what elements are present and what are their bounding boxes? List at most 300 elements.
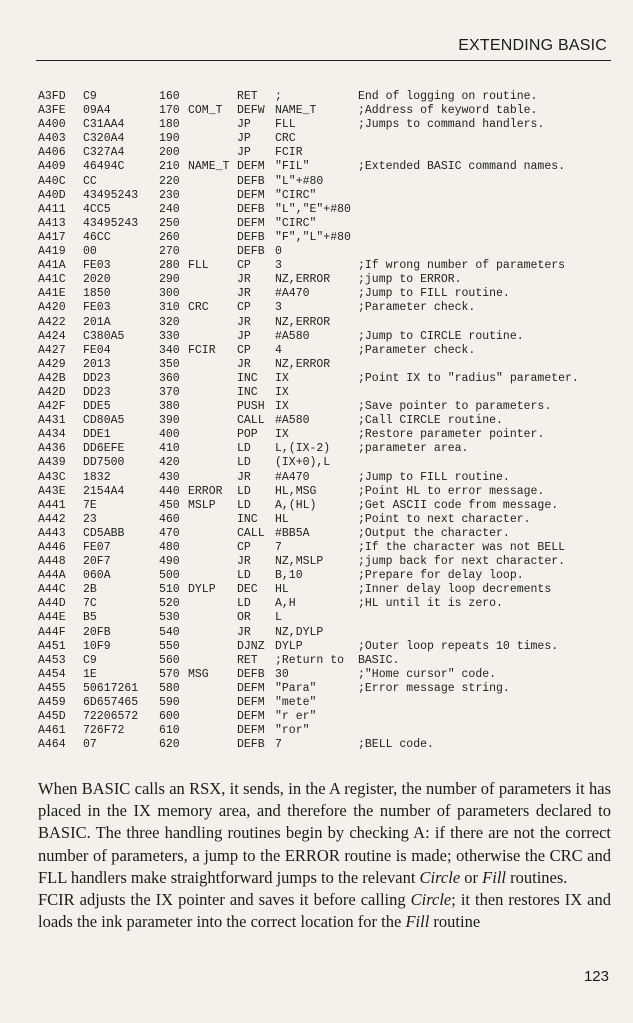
listing-operand: ;Return to — [275, 653, 345, 667]
listing-comment: ;Call CIRCLE routine. — [358, 414, 503, 428]
listing-operand: "r er" — [275, 710, 317, 724]
listing-hex: 2020 — [83, 273, 111, 287]
listing-hex: 00 — [83, 245, 97, 259]
listing-line-number: 360 — [159, 371, 180, 385]
listing-address: A413 — [38, 216, 66, 230]
listing-hex: DD7500 — [83, 456, 125, 470]
paragraph-text: routines. — [506, 867, 568, 887]
listing-operand: NZ,DYLP — [275, 625, 324, 639]
listing-address: A44C — [38, 583, 66, 597]
listing-row — [38, 499, 618, 513]
listing-address: A459 — [38, 696, 66, 710]
listing-opcode: LD — [237, 498, 251, 512]
header-title: EXTENDING BASIC — [458, 37, 607, 54]
listing-operand: L — [275, 611, 282, 625]
listing-address: A417 — [38, 230, 66, 244]
listing-operand: #A470 — [275, 470, 310, 484]
page-number: 123 — [583, 968, 609, 985]
listing-hex: 43495243 — [83, 216, 139, 230]
listing-operand: "ror" — [275, 724, 310, 738]
listing-hex: DD6EFE — [83, 442, 125, 456]
listing-opcode: INC — [237, 512, 258, 526]
listing-label: NAME_T — [188, 160, 230, 174]
listing-opcode: DEFM — [237, 216, 265, 230]
listing-line-number: 340 — [159, 343, 180, 357]
listing-address: A431 — [38, 414, 66, 428]
listing-row — [38, 471, 618, 485]
listing-address: A45D — [38, 710, 66, 724]
listing-address: A409 — [38, 160, 66, 174]
listing-hex: 10F9 — [83, 639, 111, 653]
emphasis-circle: Circle — [419, 867, 461, 887]
listing-hex: FE04 — [83, 343, 111, 357]
listing-address: A446 — [38, 541, 66, 554]
listing-operand: "mete" — [275, 696, 317, 710]
listing-comment: ;Point to next character. — [358, 512, 531, 526]
listing-opcode: LD — [237, 442, 251, 456]
listing-address: A461 — [38, 724, 66, 738]
listing-hex: 6D657465 — [83, 696, 139, 710]
listing-row — [38, 273, 618, 287]
listing-row — [38, 160, 618, 174]
listing-label: FLL — [188, 259, 209, 273]
listing-address: A422 — [38, 315, 66, 329]
listing-row — [38, 682, 618, 696]
listing-address: A434 — [38, 428, 66, 442]
listing-row — [38, 738, 618, 752]
listing-address: A454 — [38, 667, 66, 681]
listing-opcode: JR — [237, 555, 251, 569]
listing-address: A41A — [38, 259, 66, 273]
listing-row — [38, 724, 618, 738]
listing-address: A453 — [38, 653, 66, 667]
listing-line-number: 320 — [159, 315, 180, 329]
listing-hex: 4CC5 — [83, 202, 111, 216]
listing-address: A403 — [38, 132, 66, 146]
listing-line-number: 250 — [159, 216, 180, 230]
listing-opcode: JP — [237, 329, 251, 343]
listing-address: A43C — [38, 470, 66, 484]
listing-address: A419 — [38, 245, 66, 259]
listing-row — [38, 583, 618, 597]
listing-operand: L,(IX-2) — [275, 442, 331, 456]
listing-line-number: 370 — [159, 385, 180, 399]
listing-comment: ;Jump to CIRCLE routine. — [358, 329, 524, 343]
paragraph-text: routine — [429, 912, 481, 932]
listing-comment: ;Inner delay loop decrements — [358, 583, 552, 597]
listing-row — [38, 203, 618, 217]
listing-operand: "CIRC" — [275, 188, 317, 202]
listing-opcode: DEFM — [237, 710, 265, 724]
listing-hex: 2154A4 — [83, 484, 125, 498]
emphasis-fill: Fill — [405, 912, 430, 932]
listing-comment: ;Jump to FILL routine. — [358, 287, 510, 301]
listing-line-number: 290 — [159, 273, 180, 287]
listing-label: CRC — [188, 301, 209, 315]
listing-opcode: LD — [237, 484, 251, 498]
listing-line-number: 210 — [159, 160, 180, 174]
paragraph-text: When BASIC calls an RSX, it sends, in the A register, the number of parameters it has placed in the IX memory area, and therefore the number of parameters declared to BASIC. The three handling routines begin by checking A: if there are not the correct number of parameters, a jump to the ERROR routine is made; otherwise the CRC and FLL handlers make straightforward jumps to the relevant — [38, 779, 611, 887]
assembly-listing — [38, 90, 618, 752]
listing-hex: 46CC — [83, 230, 111, 244]
listing-operand: IX — [275, 371, 289, 385]
listing-row — [38, 626, 618, 640]
listing-address: A411 — [38, 202, 66, 216]
listing-line-number: 390 — [159, 414, 180, 428]
listing-comment: ;jump to ERROR. — [358, 273, 462, 287]
listing-row — [38, 555, 618, 569]
listing-row — [38, 386, 618, 400]
listing-line-number: 400 — [159, 428, 180, 442]
listing-comment: ;parameter area. — [358, 442, 469, 456]
listing-hex: CD5ABB — [83, 526, 125, 540]
listing-line-number: 620 — [159, 738, 180, 752]
listing-row — [38, 541, 618, 555]
listing-operand: IX — [275, 428, 289, 442]
listing-hex: DDE5 — [83, 400, 111, 414]
listing-line-number: 530 — [159, 611, 180, 625]
listing-operand: IX — [275, 385, 289, 399]
listing-opcode: DEFW — [237, 104, 265, 118]
listing-hex: 2013 — [83, 357, 111, 371]
listing-address: A464 — [38, 738, 66, 752]
listing-row — [38, 456, 618, 470]
listing-line-number: 500 — [159, 569, 180, 583]
listing-row — [38, 668, 618, 682]
listing-row — [38, 344, 618, 358]
listing-opcode: DJNZ — [237, 639, 265, 653]
listing-line-number: 450 — [159, 498, 180, 512]
listing-comment: ;Parameter check. — [358, 301, 476, 315]
listing-opcode: CALL — [237, 414, 265, 428]
listing-operand: ; — [275, 90, 282, 103]
listing-comment: ;Outer loop repeats 10 times. — [358, 639, 559, 653]
listing-row — [38, 654, 618, 668]
listing-address: A424 — [38, 329, 66, 343]
listing-address: A442 — [38, 512, 66, 526]
listing-line-number: 460 — [159, 512, 180, 526]
listing-hex: 201A — [83, 315, 111, 329]
listing-hex: FE03 — [83, 301, 111, 315]
emphasis-fill: Fill — [482, 867, 507, 887]
listing-row — [38, 118, 618, 132]
listing-row — [38, 640, 618, 654]
listing-operand: #A580 — [275, 329, 310, 343]
listing-hex: C31AA4 — [83, 118, 125, 132]
listing-hex: 1850 — [83, 287, 111, 301]
listing-opcode: JR — [237, 287, 251, 301]
listing-row — [38, 485, 618, 499]
listing-hex: DDE1 — [83, 428, 111, 442]
listing-comment: ;Extended BASIC command names. — [358, 160, 566, 174]
listing-operand: 3 — [275, 259, 282, 273]
listing-label: MSG — [188, 667, 209, 681]
listing-operand: DYLP — [275, 639, 303, 653]
listing-operand: CRC — [275, 132, 296, 146]
emphasis-circle: Circle — [410, 890, 452, 910]
listing-row — [38, 104, 618, 118]
listing-address: A44D — [38, 597, 66, 611]
listing-operand: "L"+#80 — [275, 174, 324, 188]
listing-comment: ;Restore parameter pointer. — [358, 428, 545, 442]
listing-row — [38, 316, 618, 330]
running-header — [36, 36, 611, 61]
listing-line-number: 610 — [159, 724, 180, 738]
listing-opcode: DEFM — [237, 160, 265, 174]
listing-opcode: DEFM — [237, 681, 265, 695]
listing-hex: CD80A5 — [83, 414, 125, 428]
listing-hex: C320A4 — [83, 132, 125, 146]
listing-opcode: RET — [237, 653, 258, 667]
listing-row — [38, 90, 618, 104]
listing-comment: ;If wrong number of parameters — [358, 259, 566, 273]
listing-operand: 4 — [275, 343, 282, 357]
listing-row — [38, 287, 618, 301]
paragraph — [38, 778, 611, 889]
listing-hex: FE07 — [83, 541, 111, 554]
listing-hex: 1832 — [83, 470, 111, 484]
listing-comment: ;Point IX to "radius" parameter. — [358, 371, 579, 385]
listing-line-number: 510 — [159, 583, 180, 597]
listing-operand: "FIL" — [275, 160, 310, 174]
listing-operand: NZ,ERROR — [275, 315, 331, 329]
listing-line-number: 170 — [159, 104, 180, 118]
listing-address: A443 — [38, 526, 66, 540]
listing-opcode: CP — [237, 541, 251, 554]
listing-operand: 30 — [275, 667, 289, 681]
listing-row — [38, 301, 618, 315]
listing-opcode: CP — [237, 343, 251, 357]
listing-line-number: 420 — [159, 456, 180, 470]
listing-operand: 3 — [275, 301, 282, 315]
listing-line-number: 200 — [159, 146, 180, 160]
listing-hex: 20F7 — [83, 555, 111, 569]
listing-address: A400 — [38, 118, 66, 132]
listing-operand: "F","L"+#80 — [275, 230, 351, 244]
listing-label: COM_T — [188, 104, 223, 118]
listing-operand: "L","E"+#80 — [275, 202, 351, 216]
listing-hex: 23 — [83, 512, 97, 526]
listing-opcode: DEFM — [237, 696, 265, 710]
listing-line-number: 590 — [159, 696, 180, 710]
listing-hex: 46494C — [83, 160, 125, 174]
listing-line-number: 300 — [159, 287, 180, 301]
listing-opcode: LD — [237, 569, 251, 583]
listing-address: A42D — [38, 385, 66, 399]
listing-row — [38, 231, 618, 245]
listing-opcode: DEC — [237, 583, 258, 597]
listing-row — [38, 259, 618, 273]
listing-line-number: 180 — [159, 118, 180, 132]
listing-opcode: DEFB — [237, 667, 265, 681]
listing-opcode: DEFM — [237, 188, 265, 202]
listing-line-number: 330 — [159, 329, 180, 343]
listing-comment: ;Parameter check. — [358, 343, 476, 357]
listing-row — [38, 189, 618, 203]
listing-address: A44A — [38, 569, 66, 583]
listing-line-number: 570 — [159, 667, 180, 681]
listing-opcode: DEFB — [237, 230, 265, 244]
listing-hex: FE03 — [83, 259, 111, 273]
listing-label: FCIR — [188, 343, 216, 357]
listing-row — [38, 245, 618, 259]
listing-line-number: 230 — [159, 188, 180, 202]
listing-opcode: DEFB — [237, 738, 265, 752]
listing-operand: (IX+0),L — [275, 456, 331, 470]
listing-address: A44E — [38, 611, 66, 625]
listing-address: A3FE — [38, 104, 66, 118]
listing-operand: HL,MSG — [275, 484, 317, 498]
listing-operand: HL — [275, 583, 289, 597]
listing-opcode: JR — [237, 470, 251, 484]
listing-operand: "CIRC" — [275, 216, 317, 230]
listing-line-number: 280 — [159, 259, 180, 273]
listing-address: A3FD — [38, 90, 66, 103]
listing-operand: NZ,ERROR — [275, 273, 331, 287]
listing-hex: 7E — [83, 498, 97, 512]
listing-row — [38, 696, 618, 710]
listing-operand: NAME_T — [275, 104, 317, 118]
listing-comment: ;Error message string. — [358, 681, 510, 695]
listing-operand: B,10 — [275, 569, 303, 583]
listing-opcode: DEFB — [237, 245, 265, 259]
listing-line-number: 240 — [159, 202, 180, 216]
listing-label: DYLP — [188, 583, 216, 597]
listing-opcode: CALL — [237, 526, 265, 540]
listing-row — [38, 175, 618, 189]
listing-hex: CC — [83, 174, 97, 188]
listing-opcode: LD — [237, 597, 251, 611]
listing-operand: FLL — [275, 118, 296, 132]
listing-address: A427 — [38, 343, 66, 357]
listing-hex: C327A4 — [83, 146, 125, 160]
listing-opcode: JR — [237, 357, 251, 371]
listing-opcode: INC — [237, 385, 258, 399]
listing-line-number: 470 — [159, 526, 180, 540]
listing-hex: C380A5 — [83, 329, 125, 343]
listing-opcode: JR — [237, 315, 251, 329]
listing-operand: NZ,MSLP — [275, 555, 324, 569]
listing-row — [38, 513, 618, 527]
listing-operand: "Para" — [275, 681, 317, 695]
listing-address: A41C — [38, 273, 66, 287]
listing-hex: 1E — [83, 667, 97, 681]
listing-address: A40D — [38, 188, 66, 202]
listing-line-number: 270 — [159, 245, 180, 259]
listing-address: A455 — [38, 681, 66, 695]
listing-opcode: PUSH — [237, 400, 265, 414]
listing-operand: 7 — [275, 541, 282, 554]
body-text — [38, 778, 611, 933]
listing-opcode: DEFB — [237, 202, 265, 216]
listing-address: A436 — [38, 442, 66, 456]
listing-line-number: 540 — [159, 625, 180, 639]
listing-line-number: 480 — [159, 541, 180, 554]
listing-row — [38, 400, 618, 414]
listing-address: A429 — [38, 357, 66, 371]
listing-comment: ;Output the character. — [358, 526, 510, 540]
listing-comment: ;HL until it is zero. — [358, 597, 503, 611]
listing-line-number: 410 — [159, 442, 180, 456]
listing-row — [38, 597, 618, 611]
listing-row — [38, 442, 618, 456]
listing-opcode: JP — [237, 118, 251, 132]
listing-hex: B5 — [83, 611, 97, 625]
listing-hex: 2B — [83, 583, 97, 597]
listing-address: A42B — [38, 371, 66, 385]
listing-line-number: 190 — [159, 132, 180, 146]
listing-operand: #A580 — [275, 414, 310, 428]
listing-address: A439 — [38, 456, 66, 470]
listing-line-number: 220 — [159, 174, 180, 188]
listing-comment: BASIC. — [358, 653, 400, 667]
listing-row — [38, 358, 618, 372]
listing-opcode: DEFM — [237, 724, 265, 738]
listing-address: A42F — [38, 400, 66, 414]
listing-row — [38, 217, 618, 231]
listing-address: A41E — [38, 287, 66, 301]
listing-opcode: RET — [237, 90, 258, 103]
listing-operand: HL — [275, 512, 289, 526]
listing-operand: A,H — [275, 597, 296, 611]
listing-row — [38, 710, 618, 724]
listing-comment: ;Get ASCII code from message. — [358, 498, 559, 512]
listing-row — [38, 527, 618, 541]
listing-hex: 43495243 — [83, 188, 139, 202]
listing-opcode: CP — [237, 259, 251, 273]
listing-label: MSLP — [188, 498, 216, 512]
listing-hex: 09A4 — [83, 104, 111, 118]
listing-hex: 726F72 — [83, 724, 125, 738]
listing-operand: NZ,ERROR — [275, 357, 331, 371]
listing-comment: ;"Home cursor" code. — [358, 667, 497, 681]
listing-operand: 0 — [275, 245, 282, 259]
listing-comment: ;Save pointer to parameters. — [358, 400, 552, 414]
listing-hex: C9 — [83, 653, 97, 667]
listing-label: ERROR — [188, 484, 223, 498]
listing-line-number: 580 — [159, 681, 180, 695]
listing-line-number: 490 — [159, 555, 180, 569]
listing-row — [38, 372, 618, 386]
listing-address: A451 — [38, 639, 66, 653]
listing-opcode: CP — [237, 301, 251, 315]
listing-comment: End of logging on routine. — [358, 90, 538, 103]
listing-row — [38, 428, 618, 442]
listing-opcode: POP — [237, 428, 258, 442]
listing-hex: DD23 — [83, 385, 111, 399]
listing-comment: ;Prepare for delay loop. — [358, 569, 524, 583]
listing-comment: ;Jumps to command handlers. — [358, 118, 545, 132]
listing-hex: 07 — [83, 738, 97, 752]
listing-operand: FCIR — [275, 146, 303, 160]
listing-line-number: 310 — [159, 301, 180, 315]
paragraph-text: ; it then restores IX and loads the ink parameter into the correct location for the — [38, 890, 611, 932]
listing-hex: 060A — [83, 569, 111, 583]
listing-hex: 72206572 — [83, 710, 139, 724]
listing-row — [38, 611, 618, 625]
listing-comment: ;If the character was not BELL — [358, 541, 566, 554]
listing-row — [38, 569, 618, 583]
listing-comment: ;Point HL to error message. — [358, 484, 545, 498]
listing-line-number: 350 — [159, 357, 180, 371]
listing-address: A44F — [38, 625, 66, 639]
listing-comment: ;jump back for next character. — [358, 555, 566, 569]
listing-address: A43E — [38, 484, 66, 498]
listing-opcode: OR — [237, 611, 251, 625]
listing-opcode: JP — [237, 132, 251, 146]
listing-line-number: 440 — [159, 484, 180, 498]
listing-row — [38, 330, 618, 344]
